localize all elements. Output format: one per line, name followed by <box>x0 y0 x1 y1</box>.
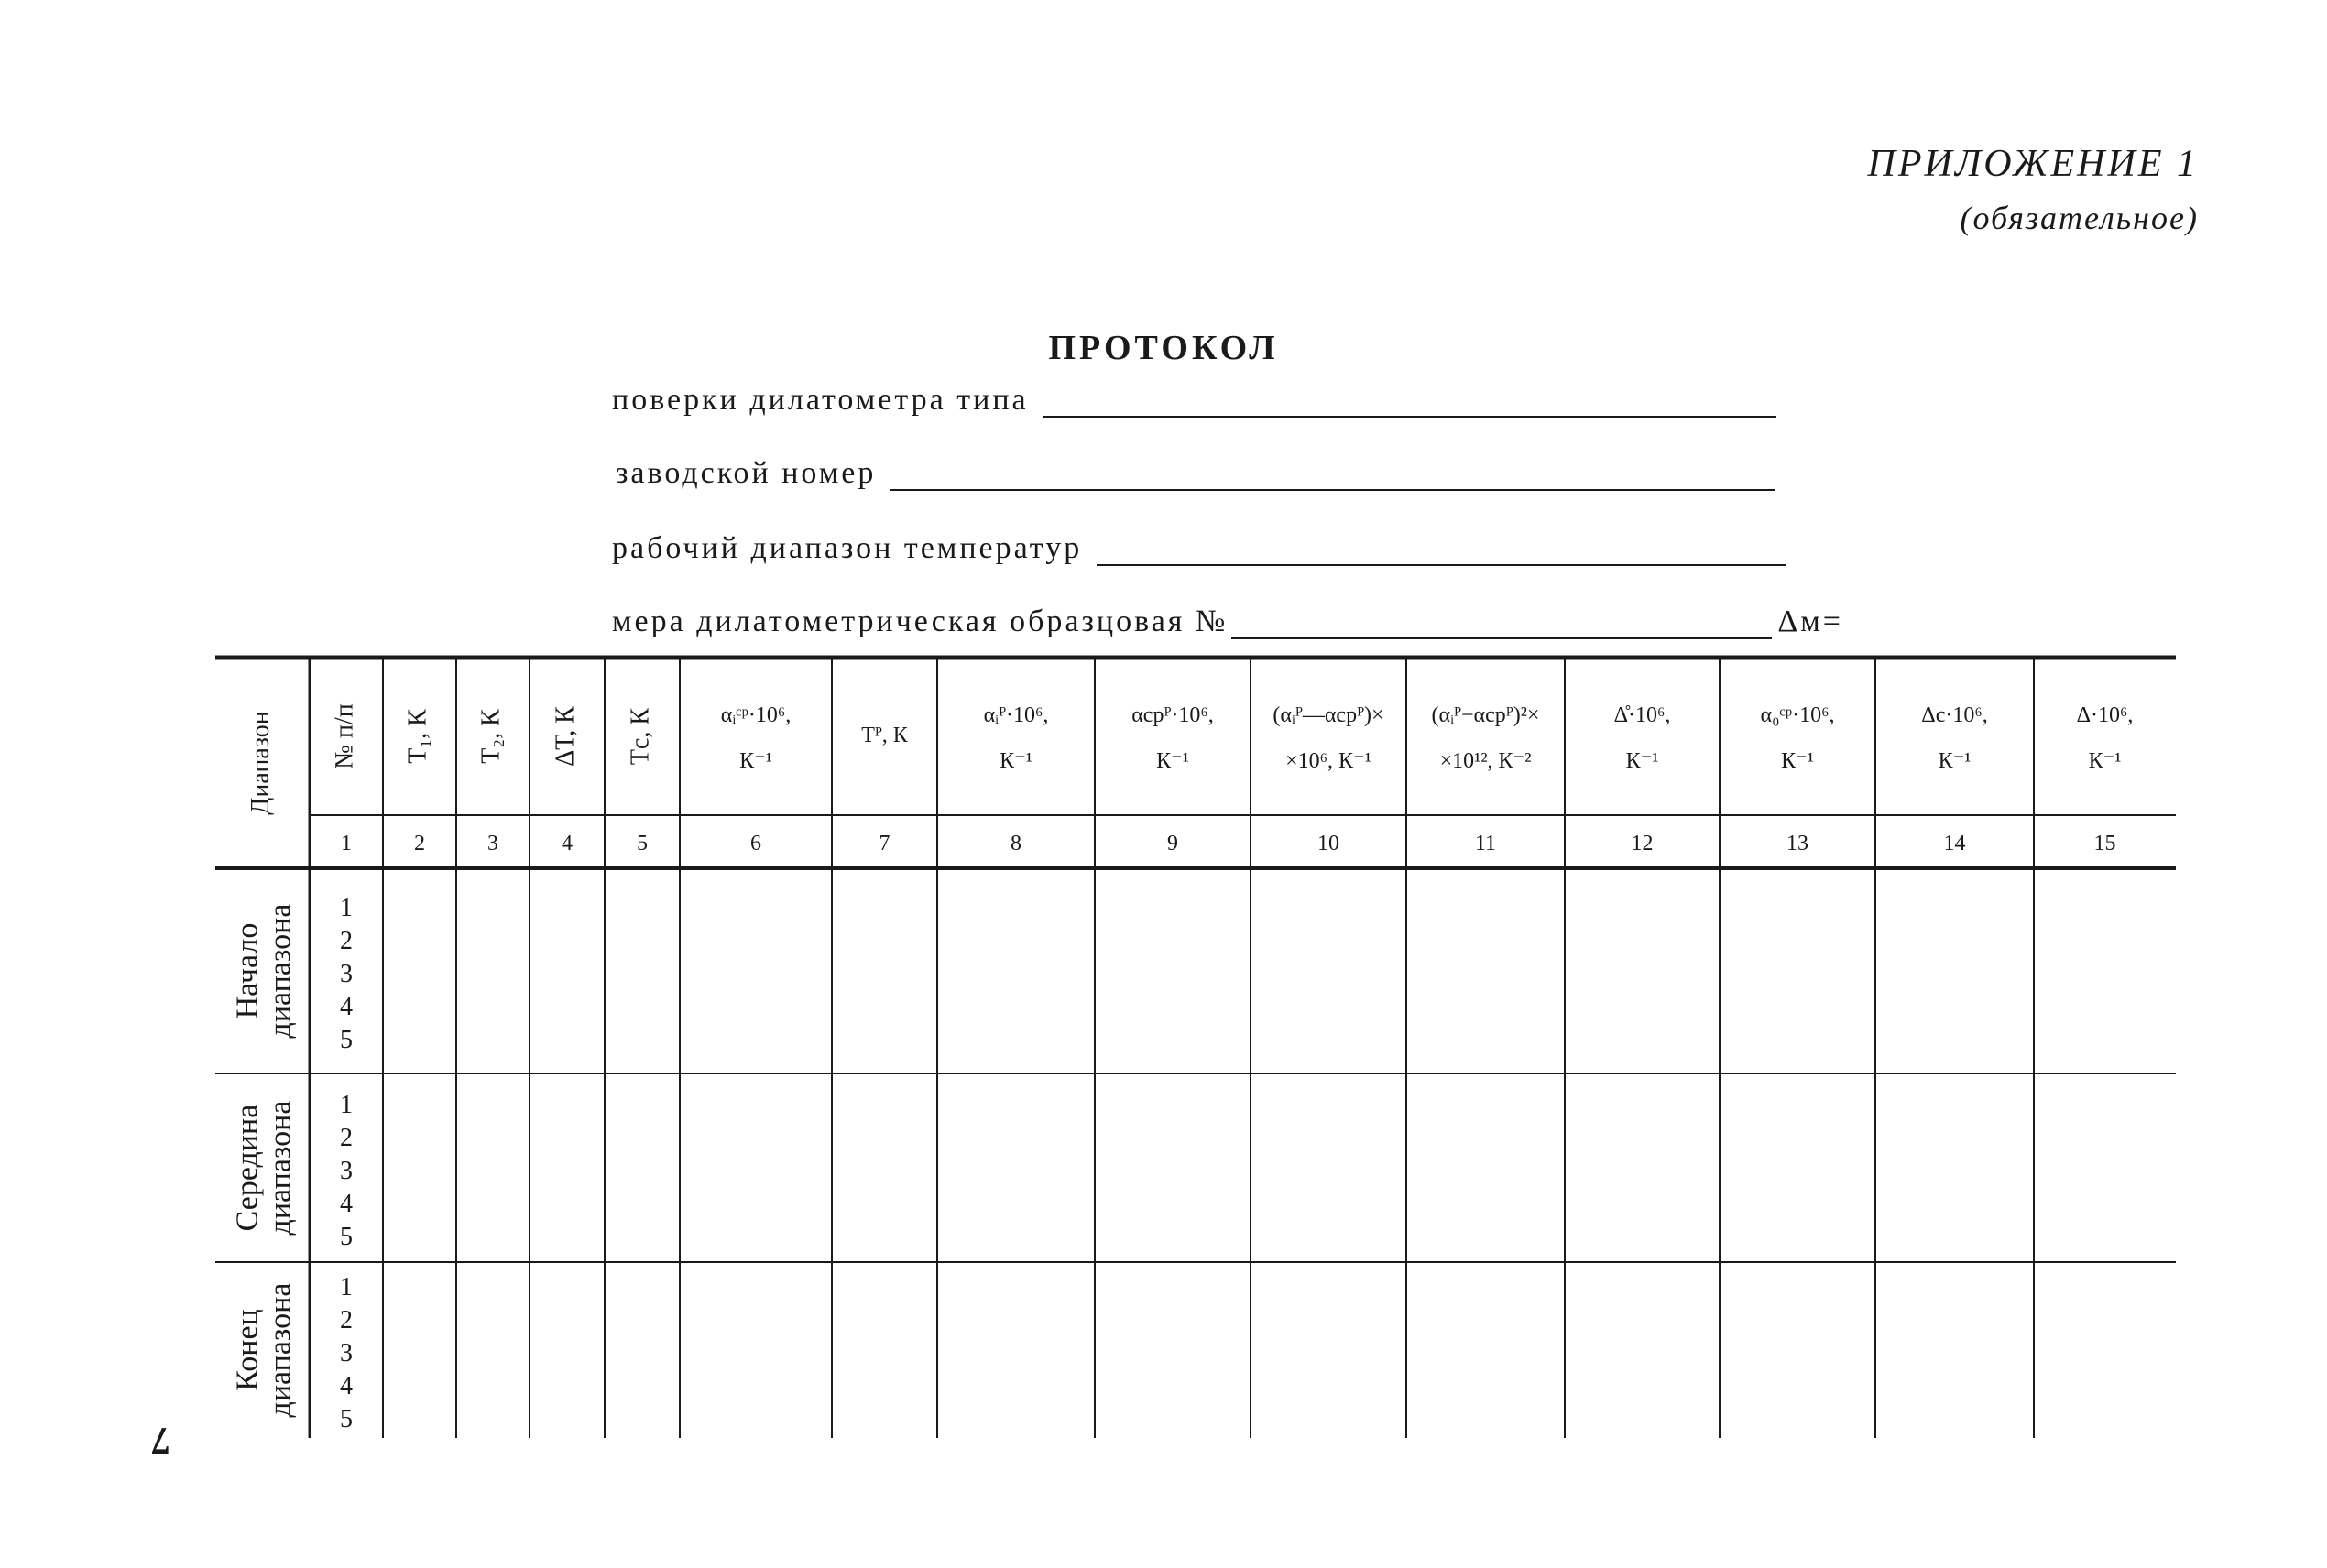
column-number: 12 <box>1631 832 1654 855</box>
group-label-line: диапазона <box>263 1282 298 1418</box>
column-header: αᵢᶜᵖ·10⁶, <box>720 703 792 727</box>
range-header: Диапазон <box>246 711 275 815</box>
column-header: ×10¹², К⁻² <box>1439 749 1532 773</box>
column-header: (αᵢᴾ—αсрᴾ)× <box>1273 703 1384 727</box>
column-header: Δ·10⁶, <box>2076 703 2134 727</box>
column-header: α₀ᶜᵖ·10⁶, <box>1760 703 1835 727</box>
column-header: Δс·10⁶, <box>1921 703 1988 727</box>
column-number: 7 <box>879 832 890 855</box>
column-header: К⁻¹ <box>1938 749 1972 773</box>
group-label-line: диапазона <box>263 903 298 1039</box>
column-header: К⁻¹ <box>1625 749 1659 773</box>
group-label-line: Конец <box>230 1309 265 1391</box>
row-number: 5 <box>340 1223 353 1251</box>
column-header: T₁, К <box>403 709 432 764</box>
column-number: 11 <box>1474 832 1497 855</box>
page-number: 7 <box>151 1419 170 1461</box>
appendix-subtitle: (обязательное) <box>1960 200 2199 236</box>
column-header: К⁻¹ <box>1000 749 1032 773</box>
row-number: 4 <box>340 1372 353 1400</box>
row-number: 2 <box>340 927 353 955</box>
group-label <box>231 1283 298 1418</box>
row-number: 5 <box>340 1026 353 1054</box>
column-header: αсрᴾ·10⁶, <box>1131 703 1214 727</box>
row-number: 3 <box>340 1157 353 1185</box>
column-header: К⁻¹ <box>1156 749 1189 773</box>
row-number: 4 <box>340 1190 353 1218</box>
column-number: 1 <box>341 832 352 855</box>
group-label <box>231 1101 298 1236</box>
column-number: 6 <box>750 832 761 855</box>
group-label-line: Начало <box>230 922 265 1019</box>
column-header: № п/п <box>330 703 359 769</box>
column-number: 2 <box>414 832 425 855</box>
delta-m-label: Δм= <box>1777 604 1843 638</box>
field-label: заводской номер <box>616 456 877 490</box>
group-label-line: диапазона <box>263 1100 298 1236</box>
column-number: 5 <box>637 832 648 855</box>
group-label <box>231 904 298 1039</box>
column-header: Δ̊·10⁶, <box>1613 703 1671 727</box>
row-number: 5 <box>340 1405 353 1433</box>
column-number: 10 <box>1317 832 1339 855</box>
column-number: 13 <box>1786 832 1808 855</box>
column-header: К⁻¹ <box>1781 749 1814 773</box>
column-header: К⁻¹ <box>739 749 772 773</box>
column-header: αᵢᴾ·10⁶, <box>983 703 1049 727</box>
row-number: 3 <box>340 960 353 988</box>
row-number: 2 <box>340 1124 353 1152</box>
row-number: 1 <box>340 1091 353 1119</box>
row-number: 3 <box>340 1339 353 1367</box>
field-label: мера дилатометрическая образцовая № <box>612 604 1229 638</box>
group-label-line: Середина <box>230 1104 265 1232</box>
row-number: 1 <box>340 1273 353 1301</box>
column-number: 9 <box>1167 832 1178 855</box>
column-header: Tᴾ, К <box>861 724 908 747</box>
column-number: 8 <box>1011 832 1021 855</box>
row-number: 2 <box>340 1306 353 1334</box>
row-number: 1 <box>340 894 353 922</box>
column-header: ×10⁶, К⁻¹ <box>1285 749 1371 773</box>
column-header: (αᵢᴾ−αсрᴾ)²× <box>1431 703 1540 727</box>
column-number: 15 <box>2093 832 2116 855</box>
column-number: 3 <box>487 832 498 855</box>
column-header: ΔT, К <box>551 706 580 767</box>
column-header: К⁻¹ <box>2088 749 2122 773</box>
field-label: поверки дилатометра типа <box>612 383 1029 417</box>
column-header: Tс, К <box>626 707 655 766</box>
appendix-title: ПРИЛОЖЕНИЕ 1 <box>1867 143 2199 185</box>
column-number: 4 <box>562 832 573 855</box>
protocol-title: ПРОТОКОЛ <box>1048 329 1279 367</box>
column-number: 14 <box>1943 832 1966 855</box>
column-header: T₂, К <box>476 709 506 764</box>
field-label: рабочий диапазон температур <box>612 531 1083 565</box>
row-number: 4 <box>340 993 353 1021</box>
